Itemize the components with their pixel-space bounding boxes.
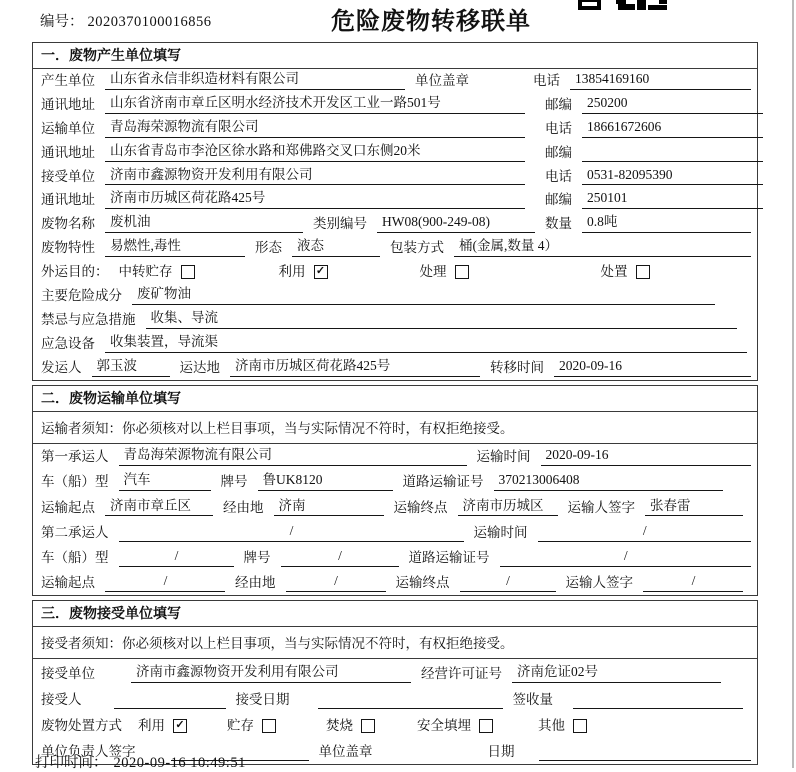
form-row: [33, 308, 757, 332]
field-label: 废物处置方式: [41, 718, 122, 734]
form-row: [33, 165, 757, 189]
form-row: [33, 469, 757, 494]
field-label: 运输起点: [41, 575, 95, 591]
field-value: 青岛海荣源物流有限公司: [119, 447, 467, 466]
field-label: 产生单位: [41, 73, 95, 89]
field-label: 第一承运人: [41, 449, 109, 464]
field-value: 废机油: [105, 214, 303, 233]
field-label: 电话: [545, 120, 572, 136]
form-row: [33, 284, 757, 308]
field-value: 收集装置，导流渠: [105, 334, 747, 353]
field-value: 济南: [274, 498, 384, 517]
field-label: 车（船）型: [41, 550, 109, 566]
field-label: 通讯地址: [41, 144, 95, 160]
section-2: [32, 385, 758, 597]
field-value: 济南危证02号: [512, 664, 721, 683]
form-row: [33, 236, 757, 260]
field-value: 桶(金属,数量 4）: [454, 238, 751, 257]
field-value: 山东省永信非织造材料有限公司: [105, 71, 405, 90]
form-row: [33, 570, 757, 595]
manifest-form: [32, 42, 758, 769]
checkbox-icon: [181, 265, 195, 279]
field-label: 邮编: [545, 144, 572, 160]
field-label: 邮编: [545, 96, 572, 112]
field-label: 日期: [487, 744, 515, 760]
form-row: [33, 188, 757, 212]
field-value: 2020-09-16: [541, 447, 752, 466]
field-label: 牌号: [220, 474, 248, 490]
field-value: 18661672606: [582, 119, 763, 138]
field-value: 0.8吨: [582, 214, 751, 233]
field-value: 汽车: [119, 472, 211, 491]
field-value: /: [286, 573, 386, 592]
field-label: 运达地: [179, 359, 220, 375]
field-label: 废物名称: [41, 216, 95, 232]
print-time-value: 2020-09-16 10:49:51: [113, 755, 246, 771]
field-value: 济南市鑫源物资开发利用有限公司: [105, 167, 525, 186]
field-value: 13854169160: [570, 71, 751, 90]
field-label: 运输单位: [41, 120, 95, 136]
field-value: /: [281, 548, 399, 567]
field-value: 鲁UK8120: [258, 472, 393, 491]
form-row: [33, 686, 757, 712]
field-label: 接受日期: [235, 691, 290, 707]
field-label: 运输人签字: [565, 575, 633, 591]
field-label: 禁忌与应急措施: [41, 311, 136, 327]
field-label: 运输时间: [473, 524, 528, 540]
field-label: 电话: [533, 73, 560, 89]
field-value: [582, 160, 763, 162]
field-label: 经由地: [223, 499, 264, 515]
notice-text: 运输者须知：你必须核对以上栏目事项，当与实际情况不符时，有权拒绝接受。: [33, 412, 757, 444]
page-title: 危险废物转移联单: [331, 8, 531, 35]
form-row: [33, 444, 757, 469]
field-label: 邮编: [545, 192, 572, 208]
checkbox-label: 处理: [419, 263, 447, 279]
field-value: [114, 707, 226, 709]
form-row: [33, 93, 757, 117]
checkbox-checked-icon: ✓: [173, 719, 187, 733]
field-value: 济南市章丘区: [105, 498, 213, 517]
form-row: [33, 117, 757, 141]
field-label: 签收量: [512, 691, 553, 707]
checkbox-group: [420, 264, 469, 281]
field-label: 运输人签字: [567, 499, 635, 515]
field-label: 应急设备: [41, 335, 95, 351]
page-edge-line: [792, 0, 794, 768]
checkbox-group: [326, 718, 375, 735]
section-3: [32, 600, 758, 765]
checkbox-group: [279, 264, 328, 281]
field-label: 车（船）型: [41, 474, 109, 490]
print-time-label: 打印时间：: [35, 755, 108, 771]
form-row: [33, 332, 757, 356]
field-value: 370213006408: [494, 472, 724, 491]
checkbox-icon: [262, 719, 276, 733]
field-label: 通讯地址: [41, 96, 95, 112]
field-value: 济南市历城区荷花路425号: [230, 358, 480, 377]
field-value: /: [119, 548, 234, 567]
serial-value: 2020370100016856: [87, 14, 212, 30]
field-value: 废矿物油: [132, 286, 715, 305]
checkbox-icon: [636, 265, 650, 279]
checkbox-checked-icon: ✓: [314, 265, 328, 279]
checkbox-group: [417, 718, 493, 735]
checkbox-icon: [361, 719, 375, 733]
field-value: 2020-09-16: [554, 358, 751, 377]
field-value: 易燃性,毒性: [105, 238, 245, 257]
field-value: /: [119, 523, 464, 542]
form-row: [33, 260, 757, 284]
field-value: [573, 707, 743, 709]
field-label: 电话: [545, 168, 572, 184]
field-value: 0531-82095390: [582, 167, 763, 186]
field-value: 液态: [292, 238, 380, 257]
field-value: 济南市鑫源物资开发利用有限公司: [131, 664, 411, 683]
section-title: 二．废物运输单位填写: [33, 386, 757, 412]
field-value: /: [460, 573, 556, 592]
checkbox-label: 贮存: [227, 717, 254, 733]
checkbox-label: 其他: [538, 717, 565, 733]
form-row: [33, 519, 757, 544]
field-label: 外运目的：: [41, 264, 109, 280]
field-label: 运输时间: [476, 449, 531, 464]
field-label: 数量: [545, 216, 572, 232]
field-value: 山东省青岛市李沧区徐水路和郑佛路交叉口东侧20米: [105, 143, 525, 162]
checkbox-label: 焚烧: [326, 717, 353, 733]
field-value: [318, 707, 503, 709]
checkbox-icon: [455, 265, 469, 279]
field-value: /: [538, 523, 752, 542]
form-row: [33, 494, 757, 519]
checkbox-label: 中转贮存: [118, 263, 173, 279]
checkbox-label: 利用: [138, 717, 165, 733]
field-label: 第二承运人: [41, 524, 109, 540]
checkbox-label: 安全填埋: [417, 717, 471, 733]
form-row: [33, 712, 757, 738]
field-value: HW08(900-249-08): [377, 214, 535, 233]
field-label: 通讯地址: [41, 192, 95, 208]
field-value: 250200: [582, 95, 763, 114]
form-row: [33, 141, 757, 165]
section-title: 一．废物产生单位填写: [33, 43, 757, 69]
field-label: 道路运输证号: [408, 550, 490, 566]
field-value: 青岛海荣源物流有限公司: [105, 119, 525, 138]
serial-label: 编号：: [40, 14, 84, 30]
checkbox-group: [601, 264, 650, 281]
field-value: 收集、导流: [146, 310, 738, 329]
field-value: 山东省济南市章丘区明水经济技术开发区工业一路501号: [105, 95, 525, 114]
field-label: 转移时间: [490, 359, 544, 375]
field-value: 张春雷: [645, 498, 743, 517]
checkbox-label: 处置: [600, 263, 628, 279]
checkbox-group: [138, 718, 187, 735]
field-label: 经营许可证号: [421, 665, 502, 681]
field-label: 运输终点: [393, 499, 448, 515]
checkbox-icon: [573, 719, 587, 733]
field-label: 单位盖章: [318, 744, 373, 760]
print-time: [35, 751, 246, 772]
serial-number: [40, 10, 212, 31]
qr-code-icon: [578, 0, 670, 11]
field-label: 牌号: [243, 550, 271, 566]
field-label: 运输起点: [41, 499, 95, 515]
field-label: 发运人: [41, 359, 82, 375]
form-row: [33, 69, 757, 93]
form-row: [33, 659, 757, 685]
notice-text: 接受者须知：你必须核对以上栏目事项，当与实际情况不符时，有权拒绝接受。: [33, 627, 757, 659]
form-row: [33, 545, 757, 570]
field-value: 济南市历城区荷花路425号: [105, 190, 525, 209]
field-label: 单位负责人签字: [41, 744, 136, 760]
field-value: /: [500, 548, 752, 567]
field-value: 济南市历城区: [458, 498, 558, 517]
field-label: 废物特性: [41, 240, 95, 256]
field-label: 接受单位: [41, 168, 95, 184]
field-value: 250101: [582, 190, 763, 209]
checkbox-group: [119, 264, 195, 281]
field-value: 郭玉波: [92, 358, 170, 377]
field-label: 道路运输证号: [402, 474, 484, 490]
checkbox-icon: [479, 719, 493, 733]
section-1: [32, 42, 758, 381]
field-value: /: [643, 573, 743, 592]
field-label: 接受单位: [41, 665, 95, 681]
section-title: 三．废物接受单位填写: [33, 601, 757, 627]
field-label: 主要危险成分: [41, 288, 122, 304]
checkbox-group: [538, 718, 587, 735]
field-label: 接受人: [41, 691, 82, 707]
field-label: 包装方式: [390, 240, 444, 256]
field-label: 单位盖章: [415, 73, 469, 89]
field-label: 经由地: [235, 575, 276, 591]
field-label: 类别编号: [313, 216, 367, 232]
field-label: 运输终点: [395, 575, 450, 591]
checkbox-group: [227, 718, 276, 735]
field-label: 形态: [255, 240, 282, 256]
field-value: /: [105, 573, 225, 592]
form-row: [33, 356, 757, 380]
form-row: [33, 212, 757, 236]
checkbox-label: 利用: [278, 263, 306, 279]
field-value: [539, 759, 752, 761]
